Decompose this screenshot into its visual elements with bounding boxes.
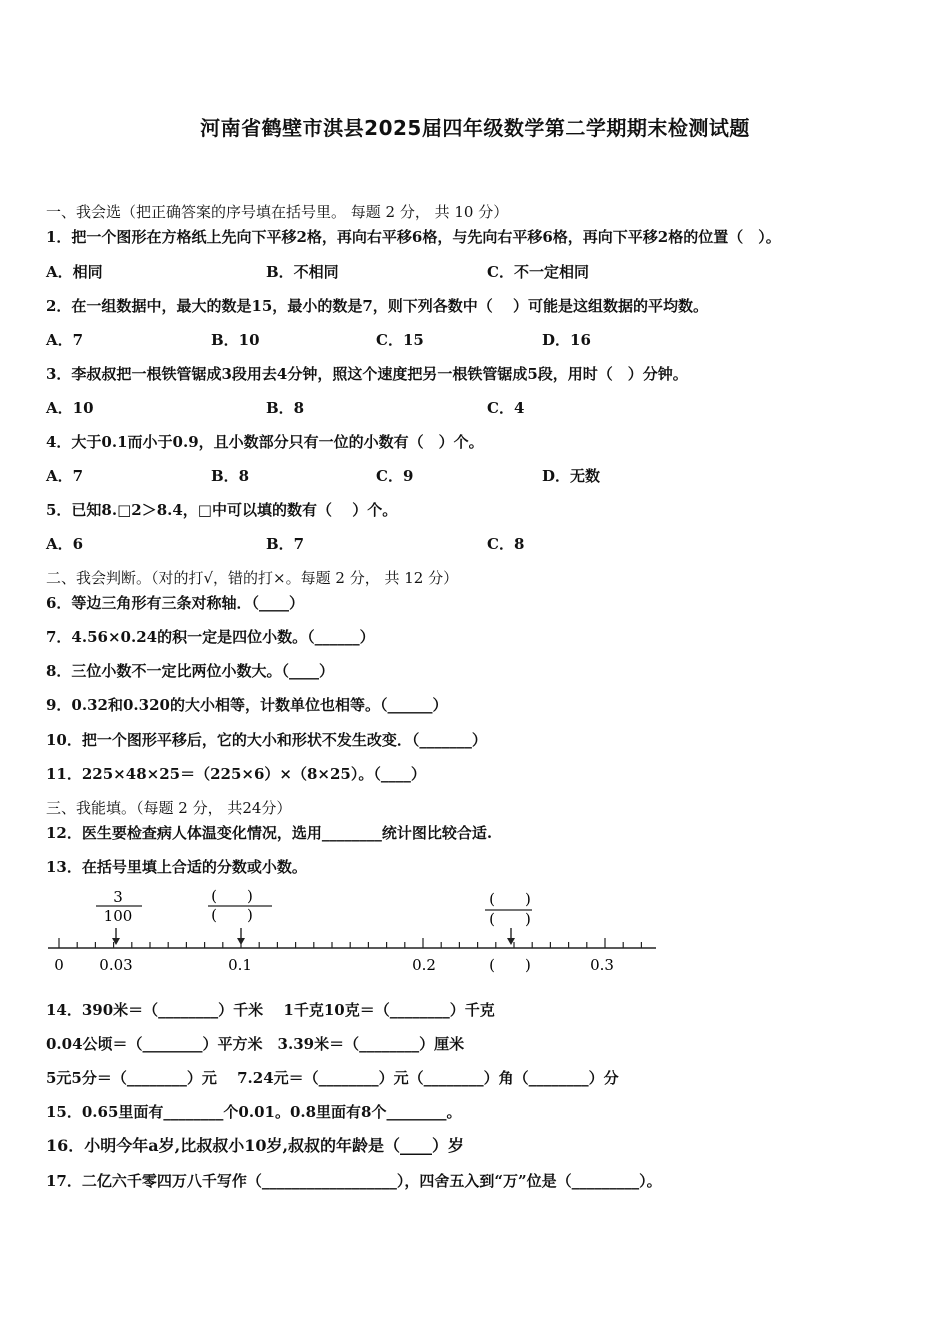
tick-label-0.03: 0.03 xyxy=(99,956,133,974)
question-12: 12．医生要检查病人体温变化情况，选用________统计图比较合适. xyxy=(46,824,493,842)
q1-option-c: C．不一定相同 xyxy=(487,263,589,281)
tick-label-0.3: 0.3 xyxy=(590,956,614,974)
q5-option-c: C．8 xyxy=(487,535,525,553)
section-3-heading: 三、我能填。（每题 2 分， 共24分） xyxy=(46,799,292,817)
arrow-0.1 xyxy=(237,928,245,945)
question-2: 2．在一组数据中，最大的数是15，最小的数是7，则下列各数中（ ）可能是这组数据的平均数。 xyxy=(46,297,708,315)
question-5: 5．已知8.□2＞8.4，□中可以填的数有（ ）个。 xyxy=(46,501,398,519)
q5-option-a: A．6 xyxy=(46,535,84,553)
q1-option-b: B．不相同 xyxy=(266,263,339,281)
fraction-blank-1 xyxy=(208,887,272,924)
number-line-ticks xyxy=(59,938,641,948)
section-1-heading: 一、我会选（把正确答案的序号填在括号里。 每题 2 分， 共 10 分） xyxy=(46,203,509,221)
question-9: 9．0.32和0.320的大小相等，计数单位也相等。（______） xyxy=(46,696,448,714)
tick-label-0.1: 0.1 xyxy=(228,956,252,974)
q4-option-d: D．无数 xyxy=(542,467,601,485)
question-13: 13．在括号里填上合适的分数或小数。 xyxy=(46,858,307,876)
question-3: 3．李叔叔把一根铁管锯成3段用去4分钟，照这个速度把另一根铁管锯成5段，用时（ ）分钟。 xyxy=(46,365,688,383)
blank-numerator-2: ( ) xyxy=(489,890,531,908)
q3-option-c: C．4 xyxy=(487,399,525,417)
q4-option-b: B．8 xyxy=(211,467,250,485)
q3-option-b: B．8 xyxy=(266,399,305,417)
blank-denominator-2: ( ) xyxy=(489,910,531,928)
question-4: 4．大于0.1而小于0.9，且小数部分只有一位的小数有（ ）个。 xyxy=(46,433,484,451)
blank-denominator: ( ) xyxy=(211,906,253,924)
q1-option-a: A．相同 xyxy=(46,263,103,281)
blank-numerator: ( ) xyxy=(211,887,253,905)
q4-option-c: C．9 xyxy=(376,467,414,485)
fraction-numerator: 3 xyxy=(113,888,123,906)
bottom-blank: ( ) xyxy=(489,956,531,974)
fraction-3-100 xyxy=(96,888,142,925)
question-15: 15．0.65里面有________个0.01。0.8里面有8个________。 xyxy=(46,1103,462,1121)
question-17: 17．二亿六千零四万八千写作（__________________），四舍五入到“万”位是（_________）。 xyxy=(46,1172,662,1190)
question-7: 7．4.56×0.24的积一定是四位小数。（______） xyxy=(46,628,375,646)
question-14-line-3: 5元5分＝（________）元 7.24元＝（________）元（________）角（________）分 xyxy=(46,1069,619,1087)
question-11: 11．225×48×25＝（225×6）×（8×25）。（____） xyxy=(46,765,426,783)
section-2-heading: 二、我会判断。（对的打√，错的打×。每题 2 分， 共 12 分） xyxy=(46,569,459,587)
question-14-line-1: 14．390米＝（________）千米 1千克10克＝（________）千克 xyxy=(46,1001,495,1019)
question-1: 1．把一个图形在方格纸上先向下平移2格，再向右平移6格，与先向右平移6格，再向下平移2格的位置（ ）。 xyxy=(46,228,781,246)
question-10: 10．把一个图形平移后，它的大小和形状不发生改变．（_______） xyxy=(46,731,487,749)
q2-option-d: D．16 xyxy=(542,331,591,349)
tick-label-0: 0 xyxy=(54,956,64,974)
q2-option-b: B．10 xyxy=(211,331,260,349)
question-8: 8．三位小数不一定比两位小数大。（____） xyxy=(46,662,334,680)
fraction-denominator: 100 xyxy=(103,907,133,925)
number-line-figure xyxy=(44,884,664,979)
tick-label-0.2: 0.2 xyxy=(412,956,436,974)
question-16: 16．小明今年a岁,比叔叔小10岁,叔叔的年龄是（____）岁 xyxy=(46,1136,465,1155)
page-title: 河南省鹤壁市淇县2025届四年级数学第二学期期末检测试题 xyxy=(200,116,750,140)
q5-option-b: B．7 xyxy=(266,535,305,553)
fraction-blank-2 xyxy=(485,890,532,928)
question-14-line-2: 0.04公顷＝（________）平方米 3.39米＝（________）厘米 xyxy=(46,1035,465,1053)
question-6: 6．等边三角形有三条对称轴．（____） xyxy=(46,594,304,612)
q2-option-c: C．15 xyxy=(376,331,424,349)
q3-option-a: A．10 xyxy=(46,399,94,417)
q2-option-a: A．7 xyxy=(46,331,84,349)
q4-option-a: A．7 xyxy=(46,467,84,485)
